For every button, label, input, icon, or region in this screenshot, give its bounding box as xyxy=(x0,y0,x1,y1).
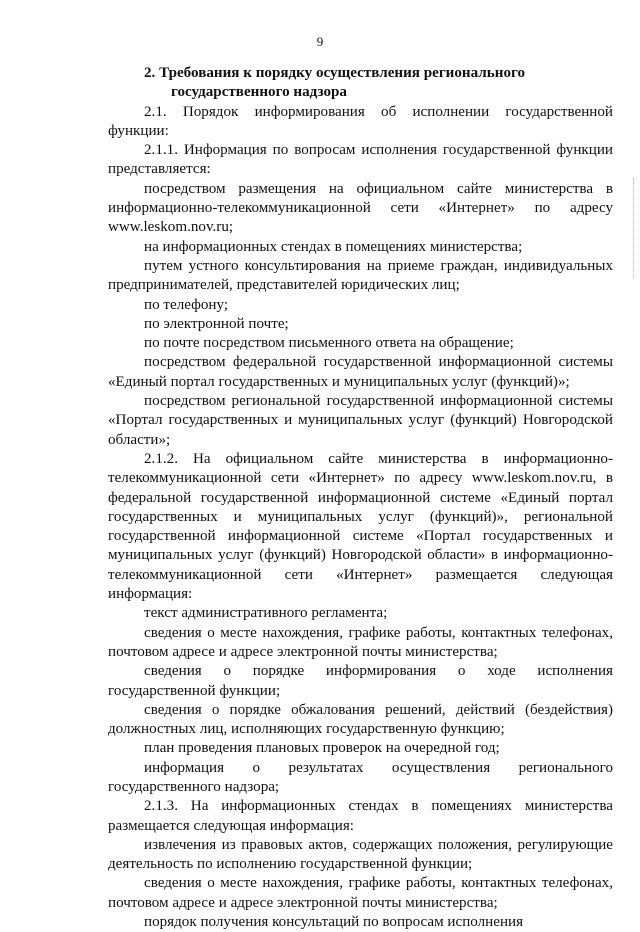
paragraph: посредством размещения на официальном сайте министерства в информационно-телекоммуникационной сети «Интернет» по адресу www.leskom.nov.ru; xyxy=(108,180,613,236)
paragraph: текст административного регламента; xyxy=(144,605,388,622)
paragraph: на информационных стендах в помещениях министерства; xyxy=(144,238,523,255)
paragraph: по почте посредством письменного ответа на обращение; xyxy=(144,335,514,352)
paragraph: 2.1. Порядок информирования об исполнении государственной функции: xyxy=(108,103,613,139)
section-heading-line-1: 2. Требования к порядку осуществления регионального xyxy=(144,65,526,81)
paragraph: 2.1.3. На информационных стендах в помещениях министерства размещается следующая информация: xyxy=(108,798,613,834)
paragraph: путем устного консультирования на приеме граждан, индивидуальных предпринимателей, представителей юридических лиц; xyxy=(108,257,613,294)
paragraph: сведения о месте нахождения, графике работы, контактных телефонах, почтовом адресе и адресе электронной почты министерства; xyxy=(108,624,613,660)
document-body xyxy=(108,64,613,932)
paragraph: план проведения плановых проверок на очередной год; xyxy=(144,740,500,757)
paragraph: порядок получения консультаций по вопросам исполнения xyxy=(144,914,524,931)
section-heading-line-2: государственного надзора xyxy=(171,84,347,101)
scan-edge-mark xyxy=(633,178,636,278)
paragraph: по электронной почте; xyxy=(144,315,289,332)
paragraph: сведения о порядке обжалования решений, действий (бездействия) должностных лиц, исполняющих государственную функцию; xyxy=(108,701,613,738)
paragraph: посредством региональной государственной информационной системы «Портал государственных и муниципальных услуг (функций) Новгородской области»; xyxy=(108,393,613,448)
paragraph: сведения о порядке информирования о ходе исполнения государственной функции; xyxy=(108,663,613,699)
paragraph: по телефону; xyxy=(144,296,229,313)
paragraph: посредством федеральной государственной информационной системы «Единый портал государственных и муниципальных услуг (функций)»; xyxy=(108,354,613,390)
page-number: 9 xyxy=(316,34,324,49)
paragraph: извлечения из правовых актов, содержащих положения, регулирующие деятельность по исполнению государственной функции; xyxy=(108,836,613,873)
paragraph: информация о результатах осуществления регионального государственного надзора; xyxy=(108,759,613,795)
paragraph: 2.1.2. На официальном сайте министерства в информационно-телекоммуникационной сети «Интернет» по адресу www.leskom.nov.ru, в федеральной государственной информационной системе «Единый портал государственных и муниципальных услуг (функций)», региональной государственной информационной системе «Портал государственных и муниципальных услуг (функций) Новгородской области» в информационно-телекоммуникационной сети «Интернет» размещается следующая информация: xyxy=(108,450,613,603)
paragraph: 2.1.1. Информация по вопросам исполнения государственной функции представляется: xyxy=(108,142,613,178)
section-heading xyxy=(108,64,613,103)
paragraph: сведения о месте нахождения, графике работы, контактных телефонах, почтовом адресе и адресе электронной почты министерства; xyxy=(108,875,613,911)
